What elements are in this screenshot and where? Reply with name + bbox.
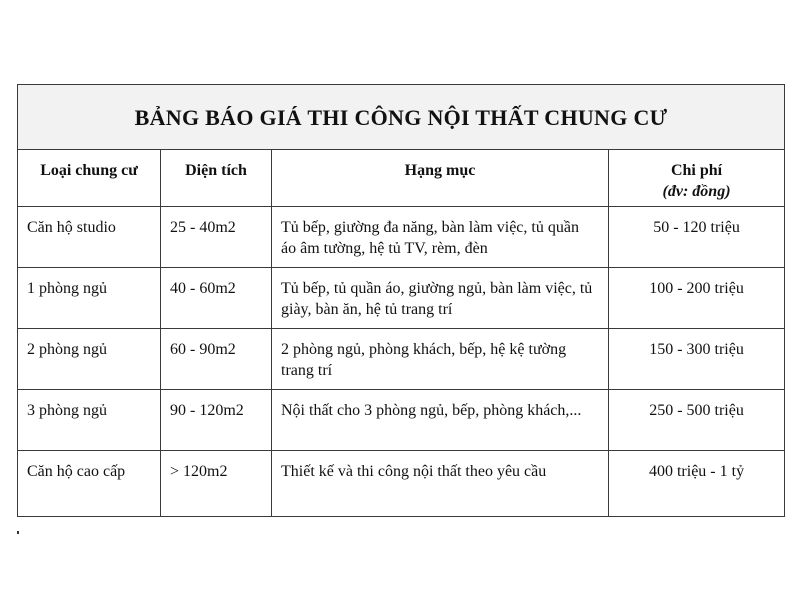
header-type: Loại chung cư <box>18 150 161 207</box>
price-table-container <box>17 84 784 517</box>
table-row <box>18 329 785 390</box>
cell-area: 40 - 60m2 <box>161 268 272 329</box>
cell-items: Nội thất cho 3 phòng ngủ, bếp, phòng khách,... <box>272 390 609 451</box>
table-row <box>18 390 785 451</box>
header-row <box>18 150 785 207</box>
title-row <box>18 85 785 150</box>
cell-cost: 250 - 500 triệu <box>609 390 785 451</box>
cell-cost: 400 triệu - 1 tỷ <box>609 451 785 517</box>
cell-type: 2 phòng ngủ <box>18 329 161 390</box>
header-area: Diện tích <box>161 150 272 207</box>
table-title: BẢNG BÁO GIÁ THI CÔNG NỘI THẤT CHUNG CƯ <box>18 85 785 150</box>
table-row <box>18 268 785 329</box>
cell-items: Tủ bếp, giường đa năng, bàn làm việc, tủ quần áo âm tường, hệ tủ TV, rèm, đèn <box>272 207 609 268</box>
cell-type: Căn hộ cao cấp <box>18 451 161 517</box>
cell-type: Căn hộ studio <box>18 207 161 268</box>
header-cost <box>609 150 785 207</box>
cell-type: 1 phòng ngủ <box>18 268 161 329</box>
price-table <box>17 84 785 517</box>
cell-area: 90 - 120m2 <box>161 390 272 451</box>
cell-items: 2 phòng ngủ, phòng khách, bếp, hệ kệ tường trang trí <box>272 329 609 390</box>
cell-cost: 50 - 120 triệu <box>609 207 785 268</box>
corner-mark <box>17 531 19 534</box>
cell-cost: 150 - 300 triệu <box>609 329 785 390</box>
header-items: Hạng mục <box>272 150 609 207</box>
cell-type: 3 phòng ngủ <box>18 390 161 451</box>
header-cost-unit: (đv: đồng) <box>662 183 731 200</box>
cell-items: Thiết kế và thi công nội thất theo yêu cầu <box>272 451 609 517</box>
cell-area: 25 - 40m2 <box>161 207 272 268</box>
table-row <box>18 207 785 268</box>
cell-area: > 120m2 <box>161 451 272 517</box>
table-row <box>18 451 785 517</box>
cell-area: 60 - 90m2 <box>161 329 272 390</box>
cell-items: Tủ bếp, tủ quần áo, giường ngủ, bàn làm việc, tủ giày, bàn ăn, hệ tủ trang trí <box>272 268 609 329</box>
cell-cost: 100 - 200 triệu <box>609 268 785 329</box>
header-cost-label: Chi phí <box>670 162 723 179</box>
